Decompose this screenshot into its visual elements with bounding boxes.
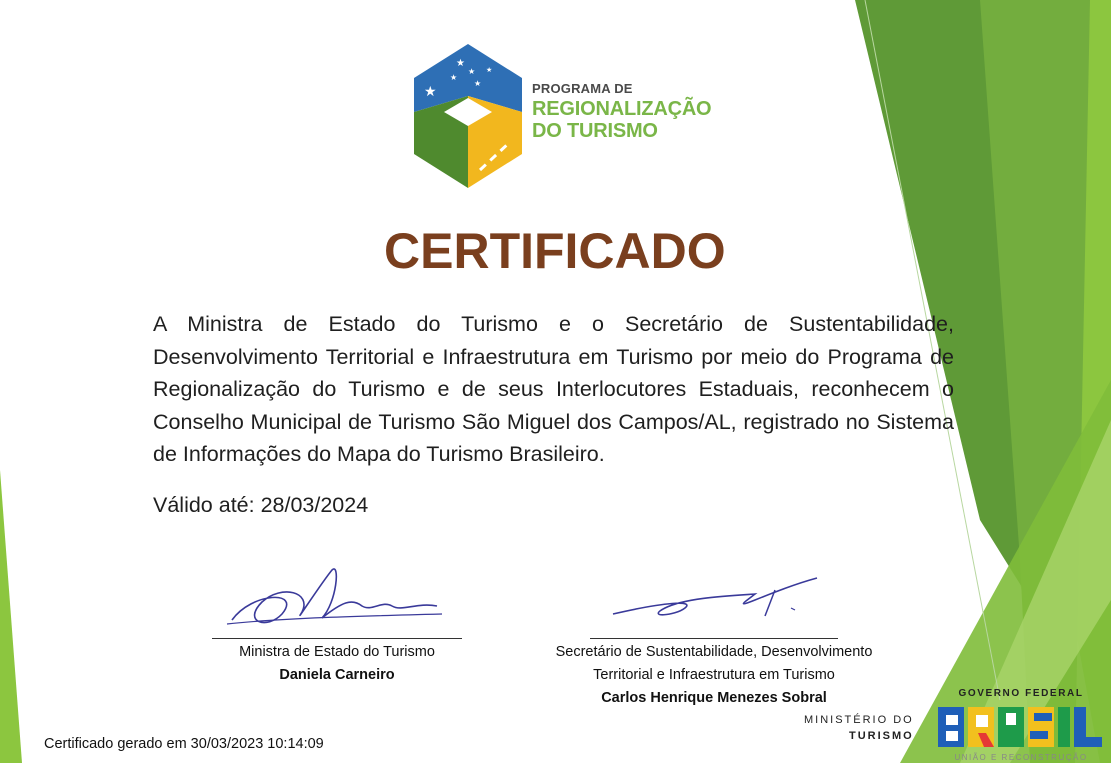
certificate-body: A Ministra de Estado do Turismo e o Secretário de Sustentabilidade, Desenvolvimento Territorial e Infraestrutura em Turismo por meio do Programa de Regionalização do Turismo e de seus Interlocutores Estaduais, reconhecem o Conselho Municipal de Turismo São Miguel dos Campos/AL, registrado no Sistema de Informações do Mapa do Turismo Brasileiro. [153, 312, 954, 467]
svg-text:★: ★ [456, 58, 465, 69]
signer-1-name: Daniela Carneiro [279, 667, 395, 683]
logo-line-1: PROGRAMA DE [532, 81, 633, 96]
signature-carlos-sobral [605, 572, 825, 627]
valid-until: Válido até: 28/03/2024 [153, 493, 369, 517]
government-label: GOVERNO FEDERAL [958, 688, 1084, 699]
svg-text:★: ★ [424, 83, 437, 99]
svg-text:★: ★ [450, 73, 458, 82]
signature-block-2 [530, 641, 898, 710]
program-logo [410, 42, 710, 192]
brasil-wordmark [938, 703, 1104, 751]
left-green-shape [0, 470, 22, 763]
signature-daniela-carneiro [222, 562, 452, 632]
ministry-line-1: MINISTÉRIO DO [804, 714, 914, 726]
signature-line-1 [212, 638, 462, 639]
federal-government-logo [938, 688, 1104, 762]
government-subtitle: UNIÃO E RECONSTRUÇÃO [954, 753, 1088, 762]
logo-line-3: DO TURISMO [532, 120, 658, 142]
svg-text:★: ★ [468, 67, 476, 76]
signer-2-role-line-2: Territorial e Infraestrutura em Turismo [593, 667, 835, 683]
generated-timestamp: Certificado gerado em 30/03/2023 10:14:09 [44, 736, 324, 752]
signature-block-1 [212, 641, 462, 687]
signature-line-2 [590, 638, 838, 639]
hexagon-map-icon [410, 42, 530, 192]
signer-2-name: Carlos Henrique Menezes Sobral [601, 690, 827, 706]
svg-text:★: ★ [486, 67, 493, 74]
ministry-logo [804, 712, 914, 744]
svg-text:★: ★ [474, 79, 482, 88]
signer-1-role: Ministra de Estado do Turismo [239, 644, 435, 660]
logo-line-2: REGIONALIZAÇÃO [532, 98, 712, 120]
certificate-title: CERTIFICADO [384, 223, 726, 279]
ministry-line-2: TURISMO [849, 730, 914, 742]
signer-2-role-line-1: Secretário de Sustentabilidade, Desenvolvimento [555, 644, 873, 660]
